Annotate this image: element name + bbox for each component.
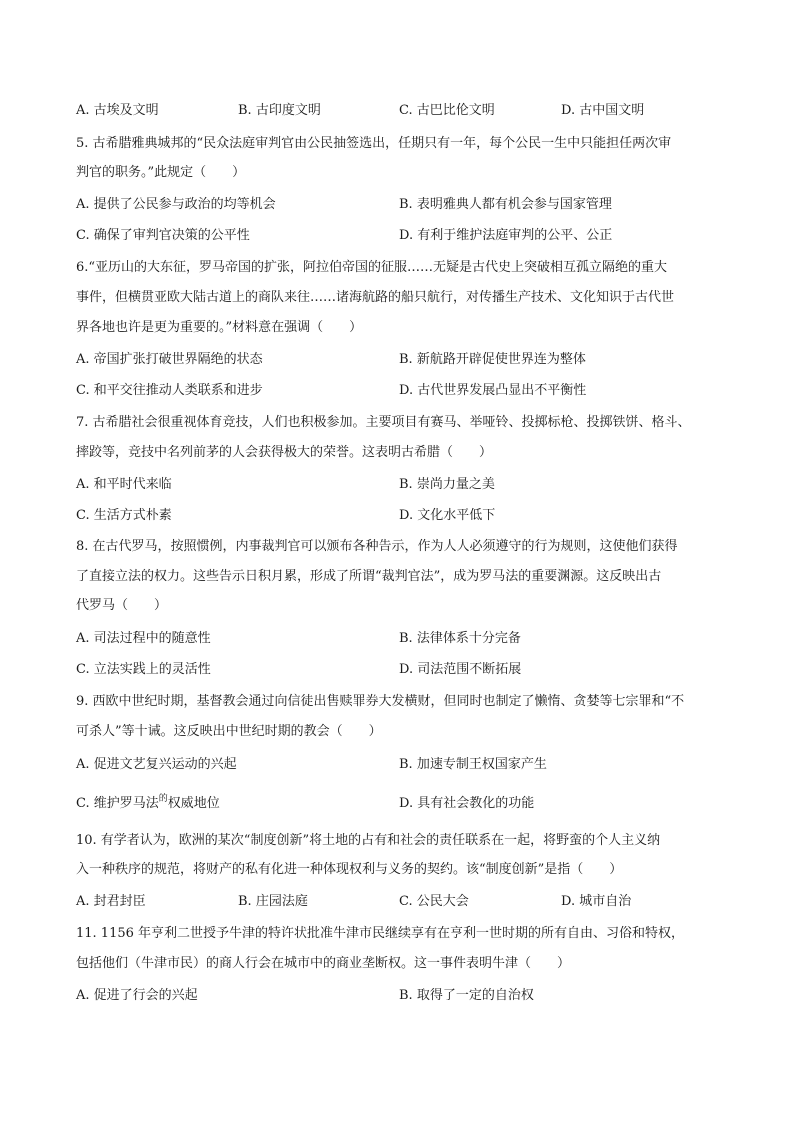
q8-stem-line-2: 了直接立法的权力。这些告示日积月累，形成了所谓“裁判官法”，成为罗马法的重要渊源。这反映出古	[76, 569, 662, 584]
q4-option-a: A. 古埃及文明	[76, 103, 159, 118]
q6-option-c: C. 和平交往推动人类联系和进步	[76, 383, 263, 398]
q7-option-a: A. 和平时代来临	[76, 477, 172, 492]
q8-stem-line-3: 代罗马（ ）	[76, 598, 168, 613]
q5-option-a: A. 提供了公民参与政治的均等机会	[76, 197, 276, 212]
q7-option-c: C. 生活方式朴素	[76, 508, 172, 523]
q5-option-b: B. 表明雅典人都有机会参与国家管理	[399, 197, 612, 212]
q8-stem-line-1: 8. 在古代罗马，按照惯例，内事裁判官可以颁布各种告示，作为人人必须遵守的行为规则，这使他们获得	[76, 539, 678, 554]
q8-option-d: D. 司法范围不断拓展	[399, 662, 522, 677]
q4-option-b: B. 古印度文明	[238, 103, 321, 118]
q11-option-b: B. 取得了一定的自治权	[399, 988, 534, 1003]
q9-stem-line-1: 9. 西欧中世纪时期，基督教会通过向信徒出售赎罪券大发横财，但同时也制定了懒惰、贪婪等七宗罪和“不	[76, 694, 685, 709]
q7-option-b: B. 崇尚力量之美	[399, 477, 495, 492]
q6-stem-line-3: 界各地也许是更为重要的。”材料意在强调（ ）	[76, 320, 363, 335]
q4-option-d: D. 古中国文明	[561, 103, 645, 118]
q6-option-a: A. 帝国扩张打破世界隔绝的状态	[76, 352, 263, 367]
q10-option-d: D. 城市自治	[561, 894, 632, 909]
q9-option-c-text: C. 维护罗马法	[76, 796, 159, 811]
q9-option-c-superscript: 的	[158, 794, 168, 804]
q10-option-b: B. 庄园法庭	[238, 894, 308, 909]
q8-option-a: A. 司法过程中的随意性	[76, 631, 211, 646]
q7-stem-line-2: 摔跤等，竞技中名列前茅的人会获得极大的荣誉。这表明古希腊（ ）	[76, 445, 493, 460]
q7-option-d: D. 文化水平低下	[399, 508, 496, 523]
q9-option-c-tail: 权威地位	[167, 796, 220, 811]
q5-stem-line-1: 5. 古希腊雅典城邦的“民众法庭审判官由公民抽签选出，任期只有一年，每个公民一生中只能担任两次审	[76, 136, 672, 151]
q9-option-a: A. 促进文艺复兴运动的兴起	[76, 757, 237, 772]
q11-stem-line-2: 包括他们（牛津市民）的商人行会在城市中的商业垄断权。这一事件表明牛津（ ）	[76, 956, 571, 971]
q9-option-d: D. 具有社会教化的功能	[399, 796, 535, 811]
q6-stem-line-2: 事件，但横贯亚欧大陆古道上的商队来往……诸海航路的船只航行，对传播生产技术、文化知识于古代世	[76, 290, 675, 305]
q4-option-c: C. 古巴比伦文明	[399, 103, 495, 118]
q11-stem-line-1: 11. 1156 年亨利二世授予牛津的特许状批准牛津市民继续享有在亨利一世时期的所有自由、习俗和特权，	[76, 926, 685, 941]
q8-option-c: C. 立法实践上的灵活性	[76, 662, 211, 677]
q6-option-b: B. 新航路开辟促使世界连为整体	[399, 352, 586, 367]
q10-option-c: C. 公民大会	[399, 894, 469, 909]
q10-option-a: A. 封君封臣	[76, 894, 146, 909]
q9-option-c	[76, 795, 220, 814]
q6-stem-line-1: 6.“亚历山的大东征，罗马帝国的扩张，阿拉伯帝国的征服……无疑是古代史上突破相互孤立隔绝的重大	[76, 260, 668, 275]
q5-option-d: D. 有利于维护法庭审判的公平、公正	[399, 228, 613, 243]
q5-option-c: C. 确保了审判官决策的公平性	[76, 228, 250, 243]
q9-stem-line-2: 可杀人”等十诫。这反映出中世纪时期的教会（ ）	[76, 724, 382, 739]
q9-option-b: B. 加速专制王权国家产生	[399, 757, 547, 772]
q5-stem-line-2: 判官的职务。”此规定（ ）	[76, 165, 246, 180]
q10-stem-line-2: 入一种秩序的规范，将财产的私有化进一种体现权利与义务的契约。该“制度创新”是指（ ）	[76, 862, 623, 877]
q6-option-d: D. 古代世界发展凸显出不平衡性	[399, 383, 587, 398]
q11-option-a: A. 促进了行会的兴起	[76, 988, 198, 1003]
q8-option-b: B. 法律体系十分完备	[399, 631, 521, 646]
q7-stem-line-1: 7. 古希腊社会很重视体育竞技，人们也积极参加。主要项目有赛马、举哑铃、投掷标枪、投掷铁饼、格斗、	[76, 415, 691, 430]
q10-stem-line-1: 10. 有学者认为，欧洲的某次“制度创新”将土地的占有和社会的责任联系在一起，将野蛮的个人主义纳	[76, 833, 661, 848]
